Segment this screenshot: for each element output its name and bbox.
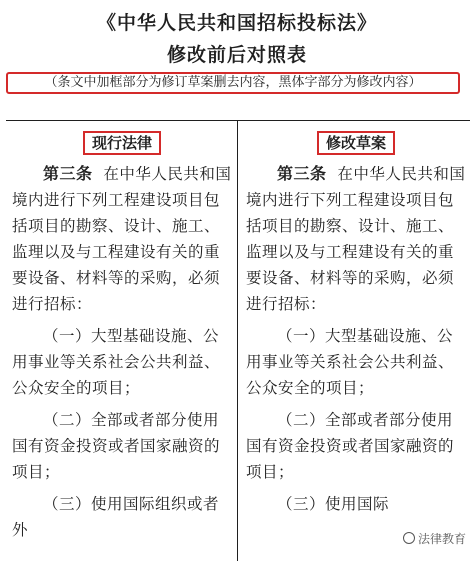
article-paragraph: [246, 161, 466, 317]
article-item-3: （三）使用国际组织或者外: [12, 495, 220, 539]
article-number: 第三条: [43, 164, 93, 183]
draft-amendment-heading: 修改草案: [317, 131, 395, 155]
article-intro: 在中华人民共和国境内进行下列工程建设项目包括项目的勘察、设计、施工、监理以及与工程建设有关的重要设备、材料等的采购，必须进行招标：: [246, 165, 466, 313]
wechat-icon: [403, 532, 415, 544]
source-watermark: [401, 530, 468, 547]
current-law-heading: 现行法律: [83, 131, 161, 155]
current-law-text: [12, 161, 232, 543]
article-number: 第三条: [277, 164, 327, 183]
article-item-1: （一）大型基础设施、公用事业等关系社会公共利益、公众安全的项目；: [246, 327, 455, 397]
article-item-3: （三）使用国际: [277, 495, 390, 513]
article-item-2: （二）全部或者部分使用国有资金投资或者国家融资的项目；: [12, 411, 221, 481]
document-title: 《中华人民共和国招标投标法》: [96, 12, 377, 34]
article-intro: 在中华人民共和国境内进行下列工程建设项目包括项目的勘察、设计、施工、监理以及与工程建设有关的重要设备、材料等的采购，必须进行招标：: [12, 165, 232, 313]
document-subtitle: 修改前后对照表: [166, 44, 307, 66]
article-paragraph: [12, 161, 232, 317]
draft-amendment-text: [246, 161, 466, 517]
draft-amendment-column: [242, 121, 466, 561]
legend-note: （条文中加框部分为修订草案删去内容，黑体字部分为修改内容）: [6, 72, 460, 94]
column-divider: [237, 121, 238, 561]
current-law-column: [8, 121, 232, 561]
comparison-table: [6, 120, 470, 560]
article-item-1: （一）大型基础设施、公用事业等关系社会公共利益、公众安全的项目；: [12, 327, 221, 397]
watermark-text: 法律教育: [417, 532, 466, 546]
article-item-2: （二）全部或者部分使用国有资金投资或者国家融资的项目；: [246, 411, 455, 481]
